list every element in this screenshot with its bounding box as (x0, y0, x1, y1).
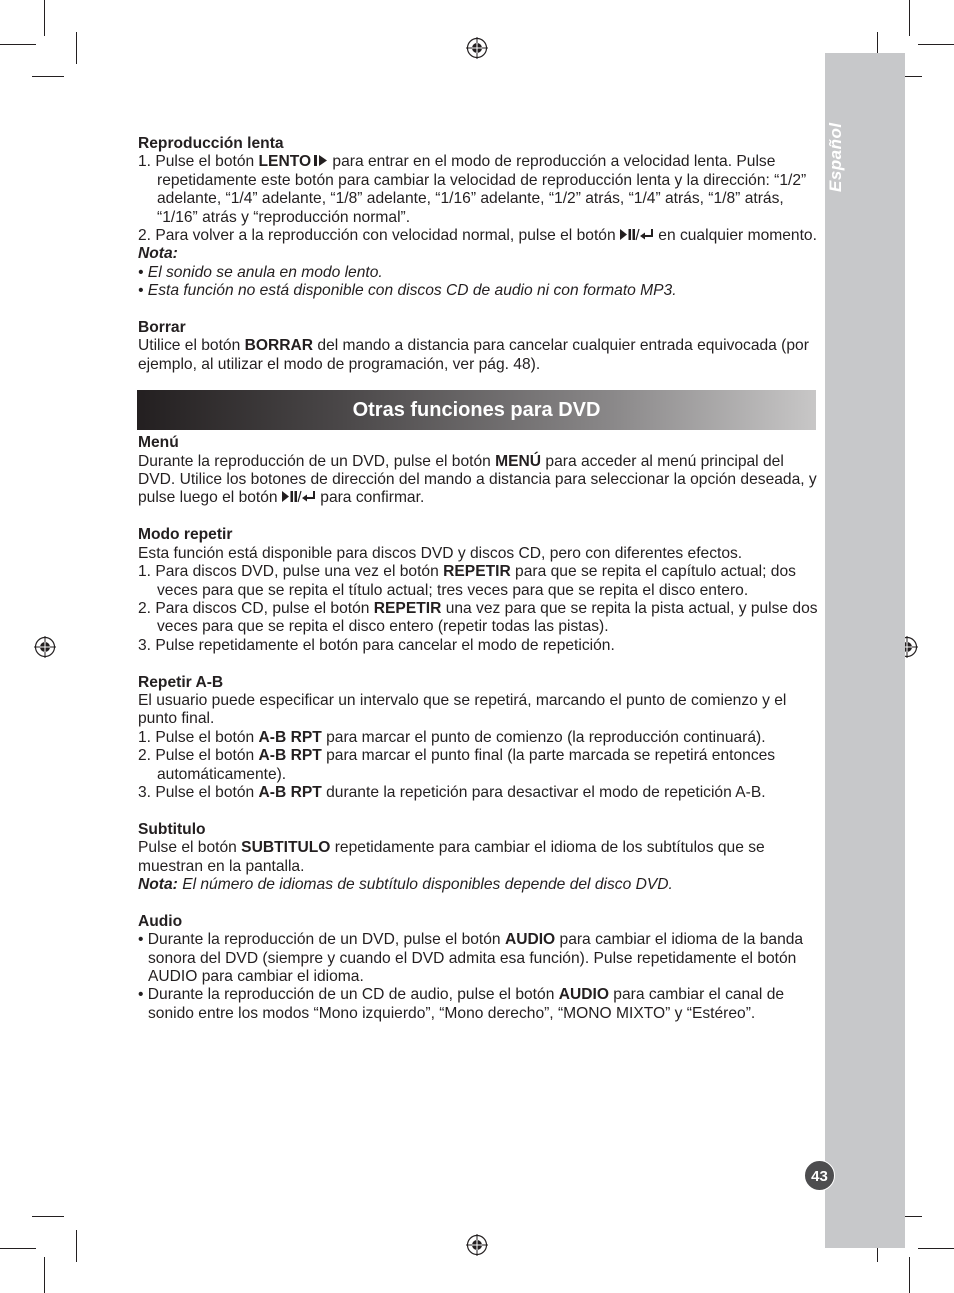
button-name: REPETIR (443, 563, 511, 581)
list-item: 1. Pulse el botón A-B RPT para marcar el punto de comienzo (la reproducción continuará). (138, 728, 766, 746)
note-item: • Esta función no está disponible con discos CD de audio ni con formato MP3. (138, 282, 677, 300)
bullet-item: • Durante la reproducción de un DVD, pulse el botón AUDIO para cambiar el idioma de la banda sonora del DVD (siempre y cuando el DVD admita esa función). Pulse repetidamente el botón AUDIO para cambiar el idioma. (138, 931, 804, 985)
crop-mark (918, 1248, 954, 1249)
button-name: BORRAR (244, 337, 314, 355)
registration-mark-icon (466, 1234, 488, 1256)
button-name: A-B RPT (258, 728, 322, 746)
section-menu (138, 434, 818, 508)
section-banner: Otras funciones para DVD (137, 390, 816, 430)
section-heading: Menú (138, 434, 179, 452)
registration-mark-icon (466, 37, 488, 59)
crop-mark (918, 44, 954, 45)
play-pause-enter-icon (282, 489, 316, 506)
manual-content (138, 135, 818, 1023)
list-item (138, 153, 818, 227)
crop-mark (44, 0, 45, 36)
section-clear (138, 319, 818, 374)
button-name: REPETIR (373, 599, 442, 617)
button-name: MENÚ (495, 452, 542, 470)
list-item-text: en cualquier momento. (653, 227, 817, 245)
paragraph: Durante la reproducción de un DVD, pulse el botón MENÚ para acceder al menú principal del DVD. Utilice los botones de dirección del mando a distancia para seleccionar la opción deseada, y pulse luego el botón para confirmar. (138, 452, 817, 507)
list-item: 3. Pulse repetidamente el botón para cancelar el modo de repetición. (138, 636, 615, 654)
section-heading: Subtitulo (138, 820, 206, 838)
button-name: A-B RPT (258, 747, 322, 765)
section-heading: Borrar (138, 319, 186, 337)
list-item: 2. Pulse el botón A-B RPT para marcar el punto final (la parte marcada se repetirá entonces automáticamente). (138, 747, 776, 783)
language-label: Español (826, 122, 845, 192)
note-item: • El sonido se anula en modo lento. (138, 263, 383, 281)
list-item-text: para entrar en el modo de reproducción a velocidad lenta. Pulse repetidamente este botón para cambiar la velocidad de reproducción lenta y la dirección: “1/2” adelante, “1/4” adelante, “1/8” adelante, “1/16” adelante, “1/2” atrás, “1/4” atrás, “1/8” atrás, “1/16” atrás y “reproducción normal”. (157, 153, 807, 226)
crop-mark (76, 1230, 77, 1262)
section-repeat-mode (138, 526, 818, 655)
play-pause-enter-icon (620, 227, 654, 244)
crop-mark (0, 44, 36, 45)
crop-mark (909, 1257, 910, 1293)
list-item-text: 2. Para volver a la reproducción con velocidad normal, pulse el botón (138, 227, 620, 245)
crop-mark (76, 32, 77, 64)
section-heading: Modo repetir (138, 526, 233, 544)
section-audio (138, 913, 818, 1023)
paragraph: Esta función está disponible para discos DVD y discos CD, pero con diferentes efectos. (138, 544, 743, 562)
language-side-tab (825, 53, 905, 1248)
section-slow-playback (138, 135, 818, 301)
note-item: Nota: El número de idiomas de subtítulo disponibles depende del disco DVD. (138, 875, 673, 893)
crop-mark (32, 1216, 64, 1217)
section-repeat-ab (138, 674, 818, 803)
crop-mark (32, 76, 64, 77)
crop-mark (909, 0, 910, 36)
slow-play-icon (314, 154, 328, 167)
paragraph: Utilice el botón BORRAR del mando a distancia para cancelar cualquier entrada equivocada (por ejemplo, al utilizar el modo de programación, ver pág. 48). (138, 337, 809, 373)
button-name: AUDIO (504, 931, 556, 949)
list-item: 2. Para discos CD, pulse el botón REPETIR una vez para que se repita la pista actual, y pulse dos veces para que se repita el disco entero (repetir todas las pistas). (138, 599, 818, 636)
crop-mark (0, 1248, 36, 1249)
paragraph: El usuario puede especificar un intervalo que se repetirá, marcando el punto de comienzo y el punto final. (138, 691, 787, 728)
button-name: AUDIO (558, 986, 609, 1004)
bullet-item: • Durante la reproducción de un CD de audio, pulse el botón AUDIO para cambiar el canal de sonido entre los modos “Mono izquierdo”, “Mono derecho”, “MONO MIXTO” y “Estéreo”. (138, 986, 785, 1022)
registration-mark-icon (34, 636, 56, 658)
section-subtitle (138, 821, 818, 895)
list-item: 3. Pulse el botón A-B RPT durante la repetición para desactivar el modo de repetición A-B. (138, 783, 766, 801)
button-name: SUBTITULO (241, 839, 331, 857)
section-heading: Reproducción lenta (138, 135, 284, 152)
paragraph: Pulse el botón SUBTITULO repetidamente para cambiar el idioma de los subtítulos que se muestran en la pantalla. (138, 839, 765, 875)
note-label: Nota: (138, 875, 178, 893)
page-number: 43 (804, 1160, 835, 1191)
button-name: A-B RPT (258, 783, 322, 801)
list-item-text: 1. Pulse el botón (138, 153, 259, 171)
crop-mark (44, 1257, 45, 1293)
section-heading: Audio (138, 912, 183, 930)
button-name: LENTO (258, 153, 312, 171)
note-label: Nota: (138, 245, 178, 263)
section-heading: Repetir A-B (138, 673, 224, 691)
list-item: 1. Para discos DVD, pulse una vez el botón REPETIR para que se repita el capítulo actual; dos veces para que se repita el título actual; tres veces para que se repita el disco entero. (138, 563, 796, 599)
list-item (138, 227, 818, 245)
